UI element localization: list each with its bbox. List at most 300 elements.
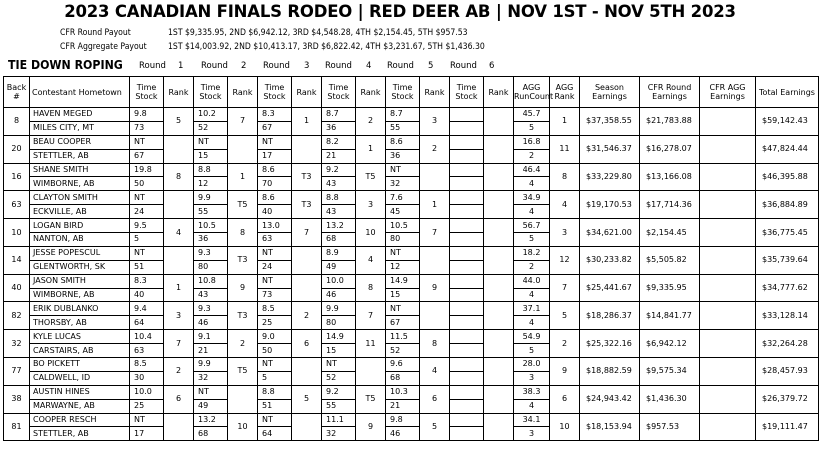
round-3-rank — [292, 135, 322, 163]
round-5-time: 9.6 — [386, 358, 420, 372]
round-2-stock: 32 — [194, 371, 228, 385]
round-1-stock: 17 — [130, 427, 164, 441]
contestant-hometown: THORSBY, AB — [30, 316, 130, 330]
round-1-stock: 73 — [130, 121, 164, 135]
total-earnings: $26,379.72 — [756, 385, 819, 413]
round-1-stock: 24 — [130, 205, 164, 219]
agg-run-count: 5 — [514, 121, 550, 135]
round-3-stock: 50 — [258, 344, 292, 358]
round-2-stock: 80 — [194, 260, 228, 274]
cfr-agg-earnings — [700, 358, 756, 386]
round-5-time: 7.6 — [386, 191, 420, 205]
round-5-time: 9.8 — [386, 413, 420, 427]
agg-time: 44.0 — [514, 274, 550, 288]
round-6-rank — [484, 108, 514, 136]
agg-run-count: 2 — [514, 260, 550, 274]
round-1-rank — [164, 413, 194, 441]
table-row — [4, 274, 819, 288]
back-number: 20 — [4, 135, 30, 163]
round-1-rank: 4 — [164, 219, 194, 247]
round-6-rank — [484, 413, 514, 441]
round-2-rank: T3 — [228, 302, 258, 330]
round-3-time: NT — [258, 135, 292, 149]
agg-time: 34.1 — [514, 413, 550, 427]
agg-run-count: 4 — [514, 316, 550, 330]
round-6-rank — [484, 135, 514, 163]
round-5-stock: 32 — [386, 177, 420, 191]
round-5-stock: 21 — [386, 399, 420, 413]
agg-run-count: 2 — [514, 149, 550, 163]
round-3-stock: 5 — [258, 371, 292, 385]
round-3-stock: 17 — [258, 149, 292, 163]
round-4-stock: 49 — [322, 260, 356, 274]
round-4-stock: 68 — [322, 233, 356, 247]
round-2-time: 10.5 — [194, 219, 228, 233]
season-earnings: $34,621.00 — [580, 219, 640, 247]
round-6-rank — [484, 385, 514, 413]
agg-time: 34.9 — [514, 191, 550, 205]
round-3-stock: 24 — [258, 260, 292, 274]
round-2-rank: 8 — [228, 219, 258, 247]
cfr-agg-earnings — [700, 385, 756, 413]
cfr-agg-earnings — [700, 246, 756, 274]
season-earnings: $30,233.82 — [580, 246, 640, 274]
round-1-time: 8.3 — [130, 274, 164, 288]
cfr-round-earnings: $16,278.07 — [640, 135, 700, 163]
round-4-stock: 52 — [322, 371, 356, 385]
round-2-time: 9.1 — [194, 330, 228, 344]
round-4-rank: 11 — [356, 330, 386, 358]
round-4-time: 8.8 — [322, 191, 356, 205]
back-number: 14 — [4, 246, 30, 274]
cfr-round-earnings: $9,575.34 — [640, 358, 700, 386]
agg-run-count: 4 — [514, 205, 550, 219]
cfr-round-earnings: $14,841.77 — [640, 302, 700, 330]
cfr-agg-earnings — [700, 108, 756, 136]
round-4-rank: T5 — [356, 163, 386, 191]
total-earnings: $36,775.45 — [756, 219, 819, 247]
table-row — [4, 358, 819, 372]
round-3-rank: T3 — [292, 191, 322, 219]
agg-time: 54.9 — [514, 330, 550, 344]
round-3-rank: 1 — [292, 108, 322, 136]
round-3-rank — [292, 274, 322, 302]
round-2-rank — [228, 135, 258, 163]
round-5-time: 14.9 — [386, 274, 420, 288]
table-row — [4, 191, 819, 205]
cfr-agg-earnings — [700, 330, 756, 358]
round-4-rank: 9 — [356, 413, 386, 441]
round-5-rank: 5 — [420, 413, 450, 441]
contestant-name: AUSTIN HINES — [30, 385, 130, 399]
cfr-agg-earnings — [700, 302, 756, 330]
round-1-rank — [164, 246, 194, 274]
table-row — [4, 135, 819, 149]
round-6-stock — [450, 427, 484, 441]
round-2-rank: T5 — [228, 191, 258, 219]
season-earnings: $24,943.42 — [580, 385, 640, 413]
agg-time: 56.7 — [514, 219, 550, 233]
round-4-rank: 4 — [356, 246, 386, 274]
back-number: 38 — [4, 385, 30, 413]
agg-time: 28.0 — [514, 358, 550, 372]
round-3-time: NT — [258, 274, 292, 288]
round-3-time: 8.8 — [258, 385, 292, 399]
round-1-stock: 50 — [130, 177, 164, 191]
agg-run-count: 3 — [514, 371, 550, 385]
round-5-rank: 9 — [420, 274, 450, 302]
round-3-rank — [292, 413, 322, 441]
round-1-stock: 5 — [130, 233, 164, 247]
round-1-rank: 8 — [164, 163, 194, 191]
round-5-stock: 68 — [386, 371, 420, 385]
agg-rank: 1 — [550, 108, 580, 136]
contestant-hometown: CARSTAIRS, AB — [30, 344, 130, 358]
round-3-stock: 51 — [258, 399, 292, 413]
round-number-4: 4 — [366, 61, 372, 71]
round-1-stock: 64 — [130, 316, 164, 330]
round-1-time: NT — [130, 246, 164, 260]
round-6-stock — [450, 260, 484, 274]
round-2-time: 13.2 — [194, 413, 228, 427]
season-earnings: $19,170.53 — [580, 191, 640, 219]
round-3-stock: 40 — [258, 205, 292, 219]
total-earnings: $35,739.64 — [756, 246, 819, 274]
total-earnings: $33,128.14 — [756, 302, 819, 330]
round-1-rank: 7 — [164, 330, 194, 358]
back-number: 16 — [4, 163, 30, 191]
round-1-time: NT — [130, 191, 164, 205]
agg-time: 16.8 — [514, 135, 550, 149]
header-agg-runcount: AGG RunCount — [514, 77, 550, 108]
round-3-stock: 67 — [258, 121, 292, 135]
round-6-stock — [450, 205, 484, 219]
round-6-stock — [450, 149, 484, 163]
agg-rank: 8 — [550, 163, 580, 191]
round-6-rank — [484, 163, 514, 191]
round-5-stock: 15 — [386, 288, 420, 302]
header-r6-time: Time Stock — [450, 77, 484, 108]
cfr-round-earnings: $9,335.95 — [640, 274, 700, 302]
round-5-rank: 4 — [420, 358, 450, 386]
round-2-stock: 36 — [194, 233, 228, 247]
round-1-time: 10.0 — [130, 385, 164, 399]
contestant-name: COOPER RESCH — [30, 413, 130, 427]
round-2-stock: 21 — [194, 344, 228, 358]
cfr-round-earnings: $957.53 — [640, 413, 700, 441]
round-1-time: NT — [130, 413, 164, 427]
round-4-rank: 2 — [356, 108, 386, 136]
round-5-time: NT — [386, 302, 420, 316]
round-1-time: NT — [130, 135, 164, 149]
agg-run-count: 3 — [514, 427, 550, 441]
header-cfr-agg-earnings: CFR AGG Earnings — [700, 77, 756, 108]
total-earnings: $47,824.44 — [756, 135, 819, 163]
agg-run-count: 4 — [514, 288, 550, 302]
round-4-stock: 36 — [322, 121, 356, 135]
payout-value-round: 1ST $9,335.95, 2ND $6,942.12, 3RD $4,548.28, 4TH $2,154.45, 5TH $957.53 — [168, 28, 468, 38]
total-earnings: $46,395.88 — [756, 163, 819, 191]
round-4-rank: 7 — [356, 302, 386, 330]
round-4-stock: 15 — [322, 344, 356, 358]
round-2-rank: 7 — [228, 108, 258, 136]
round-6-time — [450, 385, 484, 399]
agg-rank: 6 — [550, 385, 580, 413]
round-label-4: Round — [325, 61, 352, 71]
header-r1-rank: Rank — [164, 77, 194, 108]
contestant-name: HAVEN MEGED — [30, 108, 130, 122]
header-r6-rank: Rank — [484, 77, 514, 108]
round-6-stock — [450, 316, 484, 330]
contestant-hometown: CALDWELL, ID — [30, 371, 130, 385]
round-1-stock: 67 — [130, 149, 164, 163]
round-1-stock: 25 — [130, 399, 164, 413]
total-earnings: $28,457.93 — [756, 358, 819, 386]
back-number: 77 — [4, 358, 30, 386]
round-4-time: 9.2 — [322, 163, 356, 177]
round-2-rank — [228, 385, 258, 413]
contestant-hometown: WIMBORNE, AB — [30, 177, 130, 191]
round-4-rank — [356, 358, 386, 386]
round-3-time: 9.0 — [258, 330, 292, 344]
cfr-agg-earnings — [700, 219, 756, 247]
back-number: 10 — [4, 219, 30, 247]
round-2-stock: 43 — [194, 288, 228, 302]
round-label-3: Round — [263, 61, 290, 71]
round-2-stock: 68 — [194, 427, 228, 441]
table-row — [4, 163, 819, 177]
round-4-stock: 46 — [322, 288, 356, 302]
round-1-rank: 2 — [164, 358, 194, 386]
round-2-rank: 2 — [228, 330, 258, 358]
round-number-2: 2 — [241, 61, 247, 71]
round-2-rank: T5 — [228, 358, 258, 386]
back-number: 32 — [4, 330, 30, 358]
round-3-time: 8.5 — [258, 302, 292, 316]
round-2-time: 9.3 — [194, 302, 228, 316]
round-5-time: 8.6 — [386, 135, 420, 149]
round-6-time — [450, 274, 484, 288]
round-1-time: 19.8 — [130, 163, 164, 177]
round-4-rank: T5 — [356, 385, 386, 413]
round-1-rank — [164, 191, 194, 219]
round-6-stock — [450, 371, 484, 385]
header-back: Back # — [4, 77, 30, 108]
round-6-time — [450, 330, 484, 344]
contestant-name: LOGAN BIRD — [30, 219, 130, 233]
round-5-stock: 67 — [386, 316, 420, 330]
round-6-time — [450, 191, 484, 205]
round-label-6: Round — [450, 61, 477, 71]
round-6-rank — [484, 219, 514, 247]
agg-rank: 10 — [550, 413, 580, 441]
agg-rank: 7 — [550, 274, 580, 302]
round-4-rank: 1 — [356, 135, 386, 163]
round-1-rank: 5 — [164, 108, 194, 136]
payout-label-round: CFR Round Payout — [60, 28, 131, 38]
contestant-hometown: WIMBORNE, AB — [30, 288, 130, 302]
round-3-time: NT — [258, 246, 292, 260]
results-table — [3, 76, 819, 441]
round-1-stock: 51 — [130, 260, 164, 274]
header-r5-rank: Rank — [420, 77, 450, 108]
round-6-time — [450, 302, 484, 316]
round-3-stock: 64 — [258, 427, 292, 441]
contestant-name: JASON SMITH — [30, 274, 130, 288]
round-2-time: 10.8 — [194, 274, 228, 288]
season-earnings: $18,286.37 — [580, 302, 640, 330]
round-5-rank: 6 — [420, 385, 450, 413]
round-6-stock — [450, 344, 484, 358]
round-4-time: 8.7 — [322, 108, 356, 122]
round-number-1: 1 — [178, 61, 184, 71]
round-4-time: 14.9 — [322, 330, 356, 344]
table-row — [4, 219, 819, 233]
cfr-round-earnings: $17,714.36 — [640, 191, 700, 219]
round-5-stock: 55 — [386, 121, 420, 135]
round-3-stock: 63 — [258, 233, 292, 247]
round-1-rank: 1 — [164, 274, 194, 302]
round-3-time: 8.6 — [258, 163, 292, 177]
header-r4-time: Time Stock — [322, 77, 356, 108]
round-6-time — [450, 246, 484, 260]
agg-rank: 3 — [550, 219, 580, 247]
round-label-2: Round — [201, 61, 228, 71]
round-6-time — [450, 219, 484, 233]
round-label-5: Round — [387, 61, 414, 71]
round-1-stock: 30 — [130, 371, 164, 385]
contestant-name: BO PICKETT — [30, 358, 130, 372]
round-1-stock: 40 — [130, 288, 164, 302]
round-5-stock: 80 — [386, 233, 420, 247]
round-2-stock: 15 — [194, 149, 228, 163]
round-2-time: 9.3 — [194, 246, 228, 260]
cfr-agg-earnings — [700, 413, 756, 441]
round-5-stock: 45 — [386, 205, 420, 219]
agg-rank: 11 — [550, 135, 580, 163]
cfr-round-earnings: $1,436.30 — [640, 385, 700, 413]
round-2-stock: 55 — [194, 205, 228, 219]
round-2-rank: 9 — [228, 274, 258, 302]
header-r5-time: Time Stock — [386, 77, 420, 108]
season-earnings: $31,546.37 — [580, 135, 640, 163]
cfr-round-earnings: $13,166.08 — [640, 163, 700, 191]
round-3-rank: 5 — [292, 385, 322, 413]
round-5-time: 10.3 — [386, 385, 420, 399]
table-row — [4, 108, 819, 122]
round-3-rank: 2 — [292, 302, 322, 330]
round-5-time: 10.5 — [386, 219, 420, 233]
contestant-name: KYLE LUCAS — [30, 330, 130, 344]
round-3-stock: 70 — [258, 177, 292, 191]
page-title: 2023 CANADIAN FINALS RODEO | RED DEER AB | NOV 1ST - NOV 5TH 2023 — [64, 2, 736, 21]
round-5-rank — [420, 163, 450, 191]
cfr-round-earnings: $6,942.12 — [640, 330, 700, 358]
total-earnings: $34,777.62 — [756, 274, 819, 302]
header-r3-rank: Rank — [292, 77, 322, 108]
round-5-stock: 46 — [386, 427, 420, 441]
round-6-time — [450, 135, 484, 149]
round-4-time: 10.0 — [322, 274, 356, 288]
round-2-rank: 1 — [228, 163, 258, 191]
round-5-rank: 1 — [420, 191, 450, 219]
cfr-agg-earnings — [700, 274, 756, 302]
header-row — [4, 77, 819, 108]
round-5-rank: 3 — [420, 108, 450, 136]
round-4-time: 13.2 — [322, 219, 356, 233]
round-3-stock: 25 — [258, 316, 292, 330]
agg-time: 46.4 — [514, 163, 550, 177]
round-5-time: 11.5 — [386, 330, 420, 344]
round-4-rank: 3 — [356, 191, 386, 219]
round-6-stock — [450, 121, 484, 135]
season-earnings: $18,882.59 — [580, 358, 640, 386]
contestant-hometown: ECKVILLE, AB — [30, 205, 130, 219]
round-3-rank: 6 — [292, 330, 322, 358]
round-5-rank: 7 — [420, 219, 450, 247]
header-r2-rank: Rank — [228, 77, 258, 108]
round-3-time: NT — [258, 413, 292, 427]
contestant-hometown: NANTON, AB — [30, 233, 130, 247]
table-row — [4, 413, 819, 427]
round-4-stock: 32 — [322, 427, 356, 441]
header-season-earnings: Season Earnings — [580, 77, 640, 108]
round-2-stock: 49 — [194, 399, 228, 413]
header-cfr-round-earnings: CFR Round Earnings — [640, 77, 700, 108]
round-1-rank: 6 — [164, 385, 194, 413]
round-6-rank — [484, 358, 514, 386]
agg-rank: 12 — [550, 246, 580, 274]
agg-rank: 4 — [550, 191, 580, 219]
round-3-rank — [292, 246, 322, 274]
back-number: 81 — [4, 413, 30, 441]
back-number: 63 — [4, 191, 30, 219]
round-2-stock: 52 — [194, 121, 228, 135]
agg-time: 37.1 — [514, 302, 550, 316]
season-earnings: $25,322.16 — [580, 330, 640, 358]
round-4-rank: 10 — [356, 219, 386, 247]
round-6-time — [450, 108, 484, 122]
round-2-time: 9.9 — [194, 358, 228, 372]
round-3-time: 13.0 — [258, 219, 292, 233]
table-row — [4, 302, 819, 316]
round-6-rank — [484, 330, 514, 358]
header-r3-time: Time Stock — [258, 77, 292, 108]
round-4-stock: 21 — [322, 149, 356, 163]
round-2-rank: 10 — [228, 413, 258, 441]
round-6-rank — [484, 246, 514, 274]
round-3-time: 8.3 — [258, 108, 292, 122]
header-agg-rank: AGG Rank — [550, 77, 580, 108]
round-1-time: 8.5 — [130, 358, 164, 372]
round-1-time: 9.4 — [130, 302, 164, 316]
cfr-agg-earnings — [700, 135, 756, 163]
contestant-hometown: STETTLER, AB — [30, 427, 130, 441]
round-1-stock: 63 — [130, 344, 164, 358]
round-label-1: Round — [139, 61, 166, 71]
contestant-hometown: GLENTWORTH, SK — [30, 260, 130, 274]
contestant-name: BEAU COOPER — [30, 135, 130, 149]
header-r1-time: Time Stock — [130, 77, 164, 108]
table-row — [4, 246, 819, 260]
round-1-time: 10.4 — [130, 330, 164, 344]
round-4-time: 8.2 — [322, 135, 356, 149]
agg-run-count: 5 — [514, 233, 550, 247]
agg-run-count: 4 — [514, 399, 550, 413]
season-earnings: $33,229.80 — [580, 163, 640, 191]
back-number: 40 — [4, 274, 30, 302]
season-earnings: $18,153.94 — [580, 413, 640, 441]
